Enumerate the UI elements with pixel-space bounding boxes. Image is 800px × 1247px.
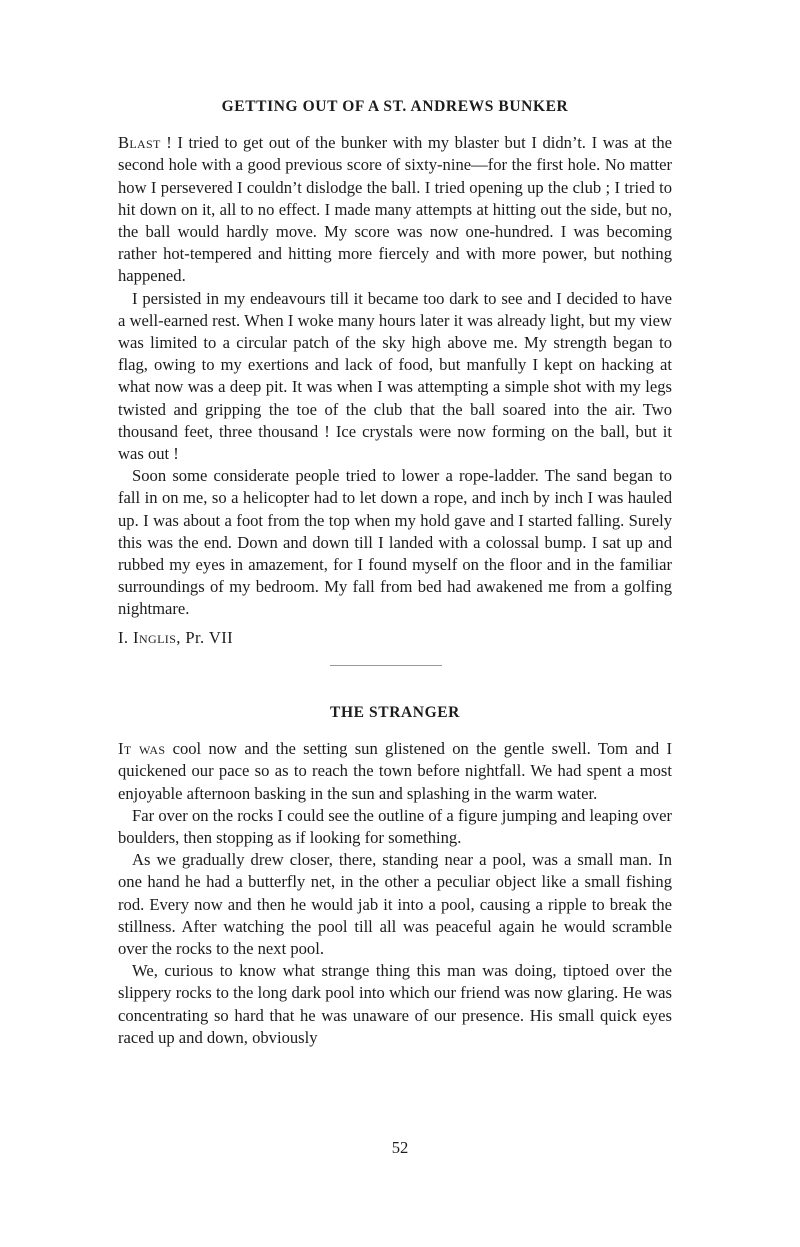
paragraph: Far over on the rocks I could see the outline of a figure jumping and leaping over boulders, then stopping as if looking for something.: [118, 805, 672, 848]
paragraph-text: ! I tried to get out of the bunker with my blaster but I didn’t. I was at the second hole with a good previous score of sixty-nine—for the first hole. No matter how I persevered I couldn’t dislodge the ball. I tried opening up the club ; I tried to hit down on it, all to no effect. I made many attempts at hitting out the side, but no, the ball would hardly move. My score was now one-hundred. I was becoming rather hot-tempered and hitting more fiercely and with more power, but nothing happened.: [118, 133, 672, 286]
byline: [118, 627, 672, 649]
paragraph: Soon some considerate people tried to lower a rope-ladder. The sand began to fall in on me, so a helicopter had to let down a rope, and inch by inch I was hauled up. I was about a foot from the top when my hold gave and I started falling. Surely this was the end. Down and down till I landed with a colossal bump. I sat up and rubbed my eyes in amazement, for I found myself on the floor and in the familiar surroundings of my bedroom. My fall from bed had awakened me from a golfing nightmare.: [118, 466, 672, 619]
article-stranger: [118, 702, 672, 1049]
author-name: I. Inglis: [118, 627, 177, 647]
paragraph: We, curious to know what strange thing this man was doing, tiptoed over the slippery rocks to the long dark pool into which our friend was now glaring. He was concentrating so hard that he was unaware of our presence. His small quick eyes raced up and down, obviously: [118, 961, 672, 1047]
paragraph: [118, 132, 672, 287]
section-divider: [330, 665, 442, 666]
author-class: , Pr. VII: [176, 627, 234, 647]
paragraph: I persisted in my endeavours till it became too dark to see and I decided to have a well-earned rest. When I woke many hours later it was already light, but my view was limited to a circular patch of the sky high above me. My strength began to flag, owing to my exertions and lack of food, but manfully I kept on hacking at what now was a deep pit. It was when I was attempting a simple shot with my legs twisted and gripping the toe of the club that the ball soared into the air. Two thousand feet, three thousand ! Ice crystals were now forming on the ball, but it was out !: [118, 288, 672, 464]
article-bunker: [118, 96, 672, 649]
lead-word: Blast: [118, 133, 161, 153]
article-title: GETTING OUT OF A ST. ANDREWS BUNKER: [221, 98, 569, 115]
page-number: 52: [391, 1138, 409, 1157]
article-title: THE STRANGER: [330, 704, 460, 721]
paragraph-text: cool now and the setting sun glistened on the gentle swell. Tom and I quickened our pace so as to reach the town before nightfall. We had spent a most enjoyable afternoon basking in the sun and splashing in the warm water.: [118, 739, 672, 803]
paragraph: [118, 738, 672, 805]
lead-word: It was: [118, 739, 166, 759]
paragraph: As we gradually drew closer, there, standing near a pool, was a small man. In one hand he had a butterfly net, in the other a peculiar object like a small fishing rod. Every now and then he would jab it into a pool, causing a ripple to break the stillness. After watching the pool till all was peaceful again he would scramble over the rocks to the next pool.: [118, 850, 672, 959]
